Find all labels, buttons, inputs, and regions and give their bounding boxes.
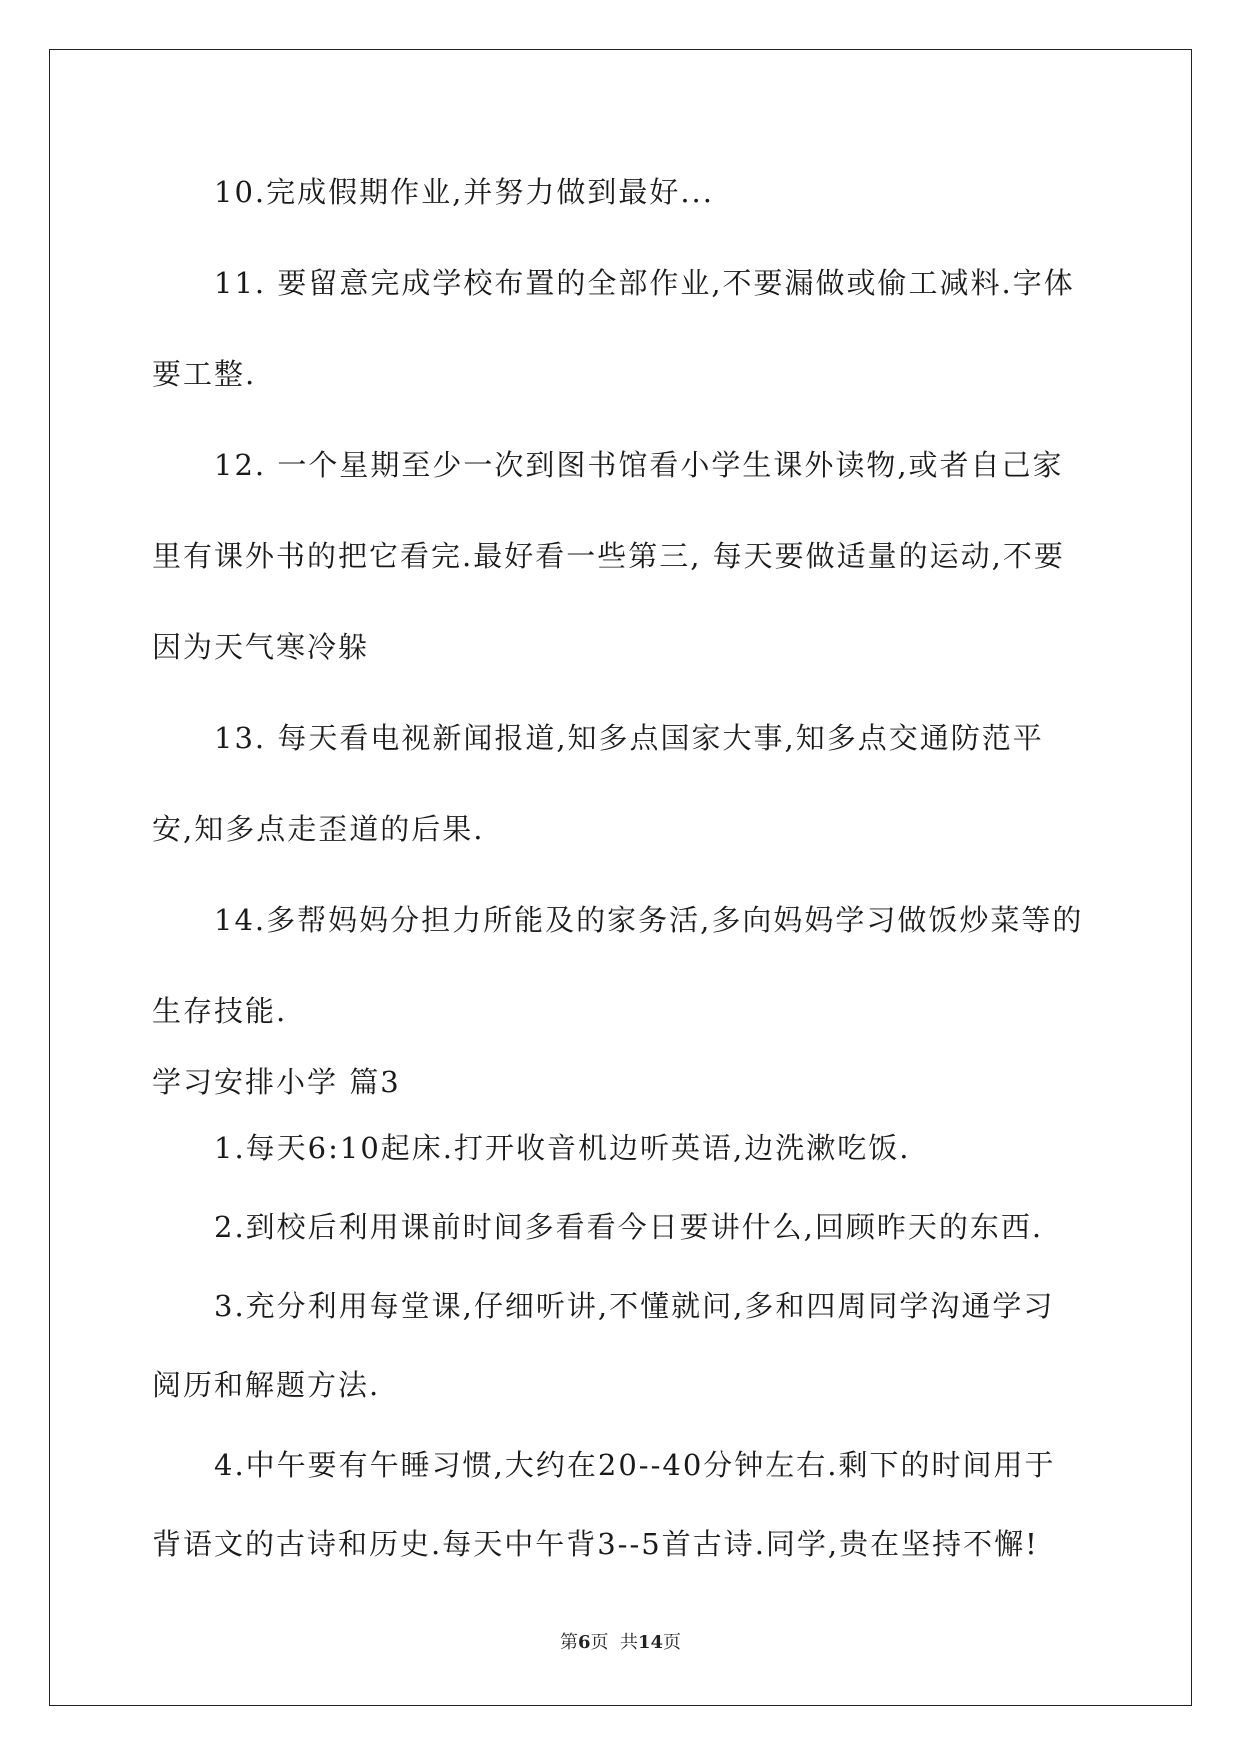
item-14-line-1: 14.多帮妈妈分担力所能及的家务活,多向妈妈学习做饭炒菜等的	[214, 903, 1084, 937]
item-12-line-1: 12. 一个星期至少一次到图书馆看小学生课外读物,或者自己家	[214, 448, 1064, 482]
footer-middle: 页 共	[590, 1632, 638, 1653]
item-12-line-2: 里有课外书的把它看完.最好看一些第三, 每天要做适量的运动,不要	[152, 539, 1065, 573]
item-11-line-2: 要工整.	[152, 357, 257, 391]
section-heading: 学习安排小学 篇3	[152, 1065, 401, 1099]
footer-total-pages: 14	[637, 1632, 664, 1653]
item-13-line-1: 13. 每天看电视新闻报道,知多点国家大事,知多点交通防范平	[214, 721, 1044, 755]
plan-3-line-2: 阅历和解题方法.	[152, 1368, 381, 1402]
plan-2-line: 2.到校后利用课前时间多看看今日要讲什么,回顾昨天的东西.	[214, 1210, 1044, 1244]
plan-3-line-1: 3.充分利用每堂课,仔细听讲,不懂就问,多和四周同学沟通学习	[214, 1289, 1055, 1323]
plan-4-line-2: 背语文的古诗和历史.每天中午背3--5首古诗.同学,贵在坚持不懈!	[152, 1527, 1039, 1561]
page-footer	[0, 1628, 1241, 1654]
footer-page-number: 6	[577, 1632, 591, 1653]
item-13-line-2: 安,知多点走歪道的后果.	[152, 812, 485, 846]
item-14-line-2: 生存技能.	[152, 994, 288, 1028]
footer-suffix: 页	[663, 1632, 682, 1653]
item-10-line: 10.完成假期作业,并努力做到最好...	[214, 175, 714, 209]
plan-4-line-1: 4.中午要有午睡习惯,大约在20--40分钟左右.剩下的时间用于	[214, 1448, 1056, 1482]
item-11-line-1: 11. 要留意完成学校布置的全部作业,不要漏做或偷工减料.字体	[214, 266, 1075, 300]
footer-prefix: 第	[559, 1632, 578, 1653]
item-12-line-3: 因为天气寒冷躲	[152, 630, 370, 664]
plan-1-line: 1.每天6:10起床.打开收音机边听英语,边洗漱吃饭.	[214, 1131, 911, 1165]
